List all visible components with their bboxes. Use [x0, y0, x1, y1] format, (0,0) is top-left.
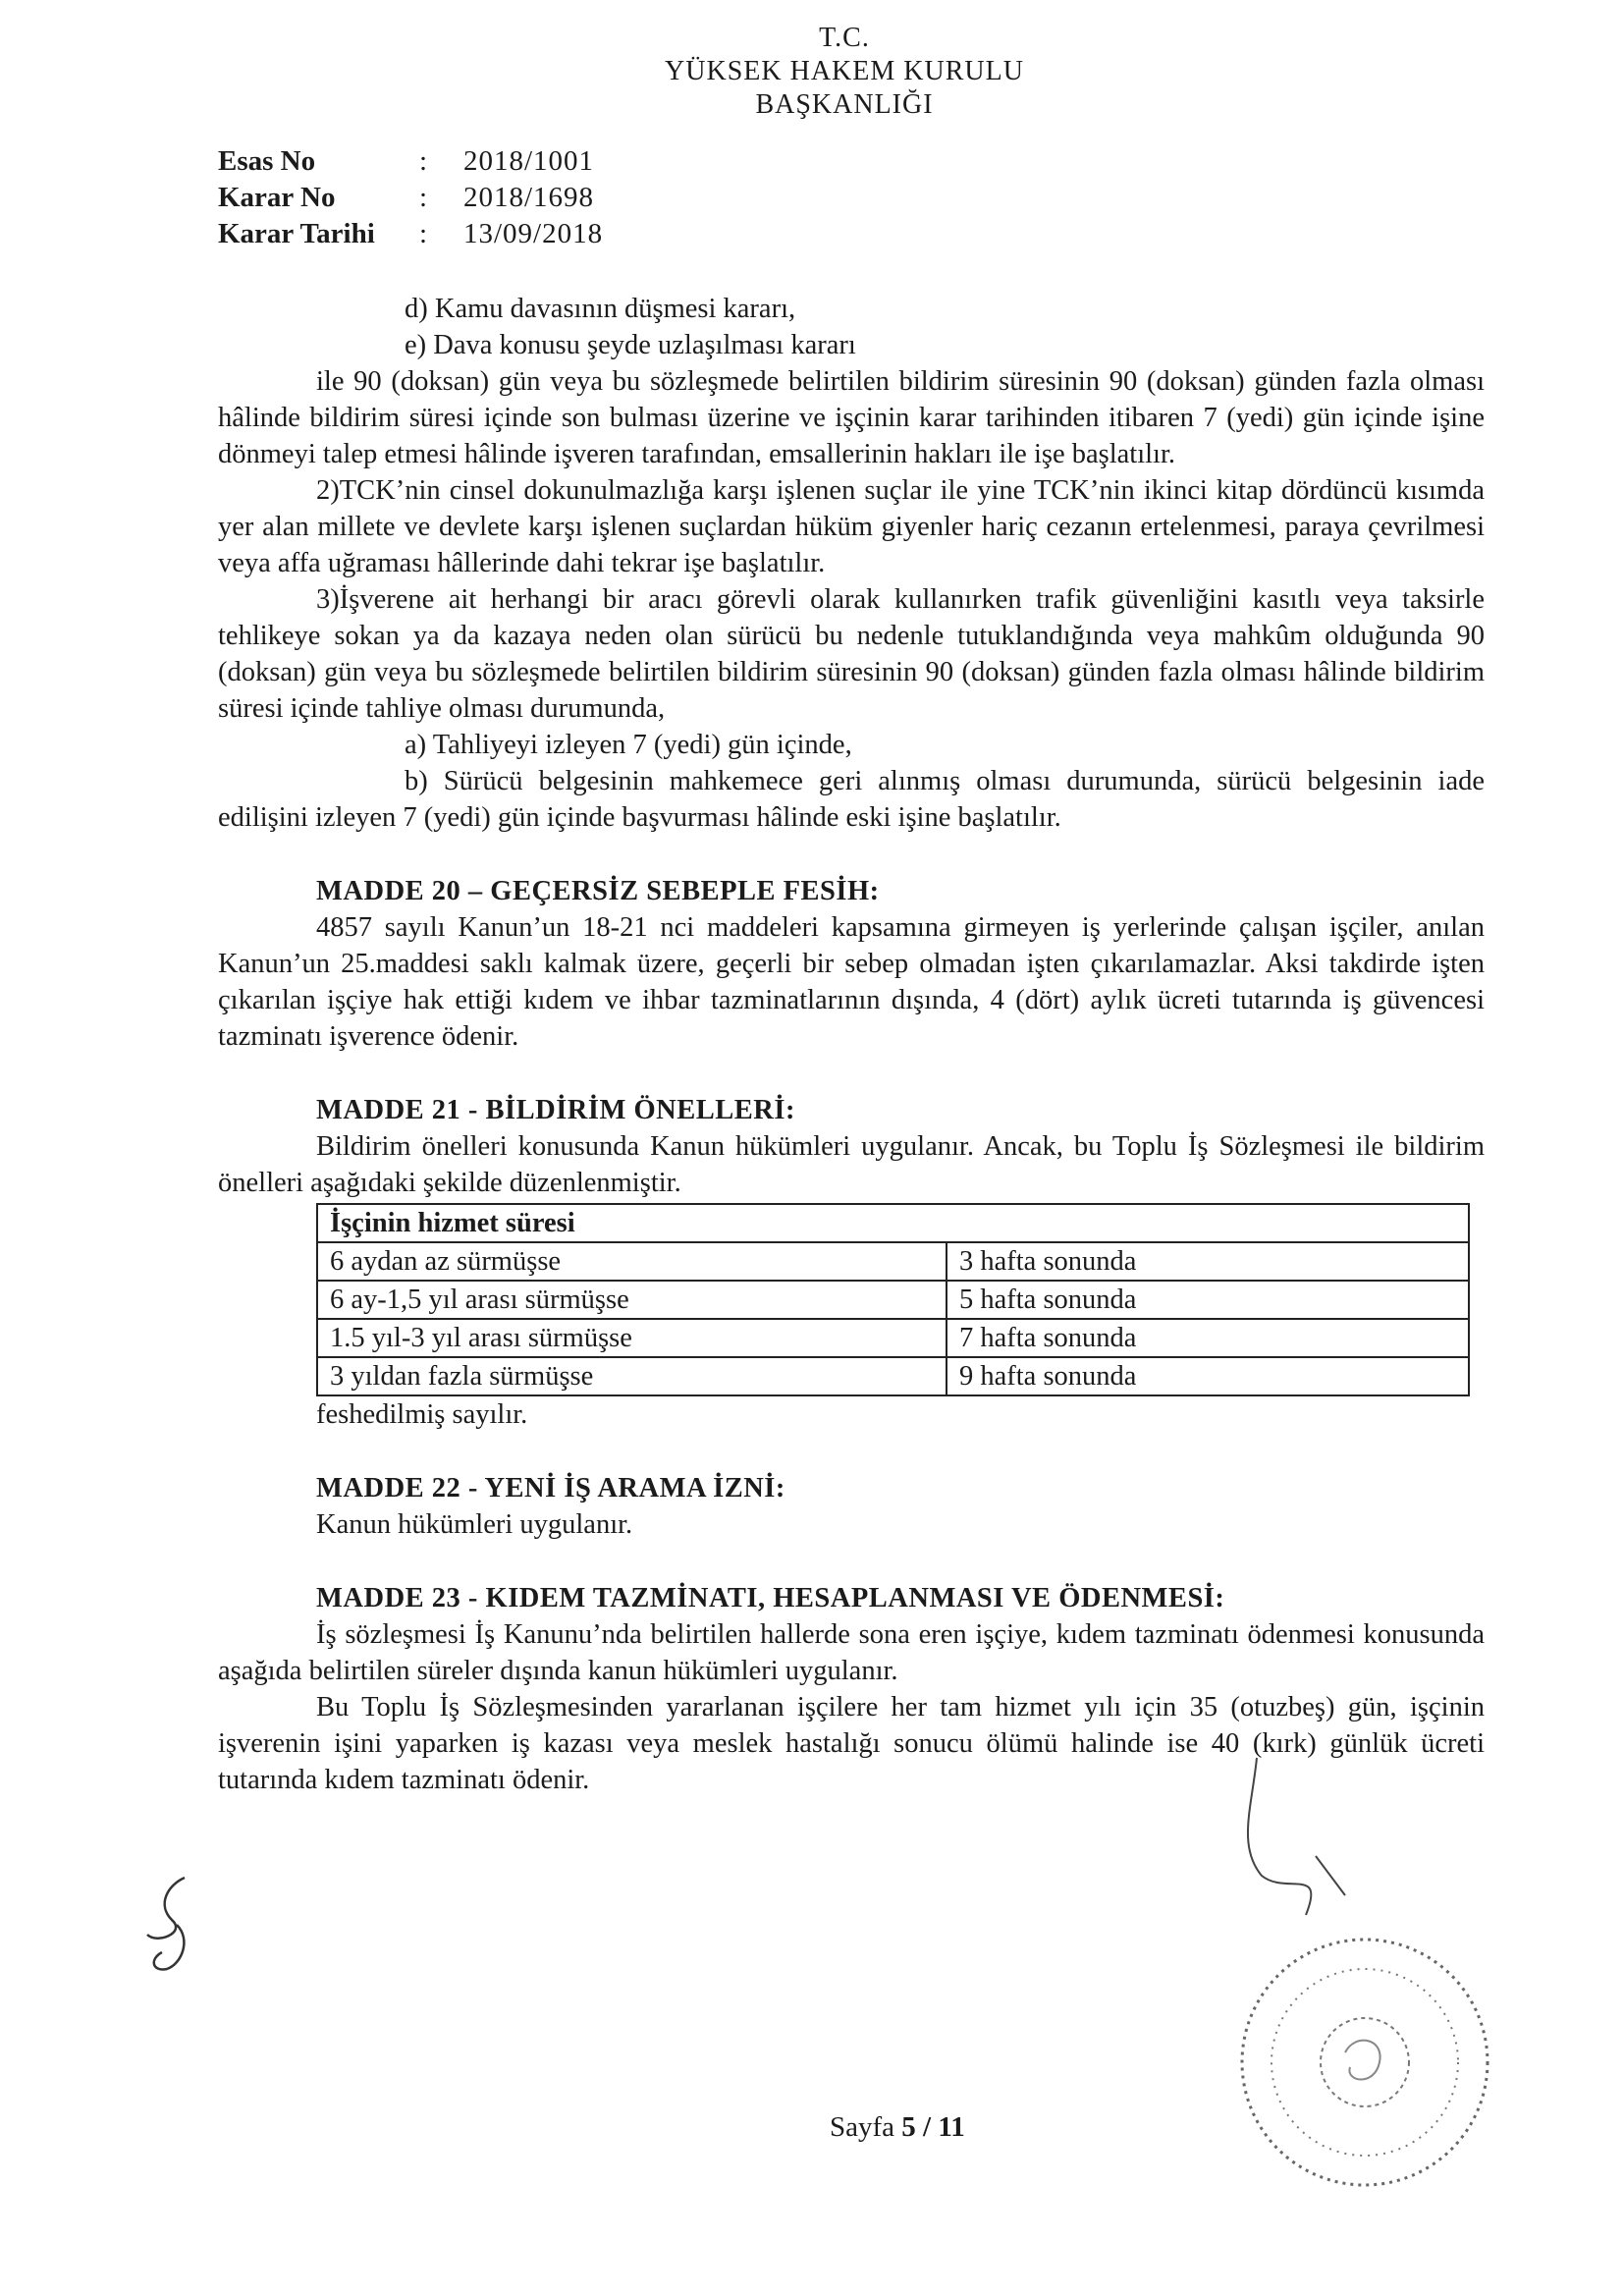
header-department: BAŞKANLIĞI: [755, 89, 934, 120]
meta-label: Karar Tarihi: [218, 218, 375, 249]
paragraph-3: 3)İşverene ait herhangi bir aracı görevli olarak kullanırken trafik güvenliğini kasıtlı veya taksirle tehlikeye sokan ya da kazaya neden olan sürücü bu nedenle tutuklandığında veya mahkûm olduğunda 90 (doksan) gün veya bu sözleşmede belirtilen bildirim süresinin 90 (doksan) günden fazla olması hâlinde bildirim süresi içinde tahliye olması durumunda,: [218, 584, 1485, 724]
article-23-paragraph-2: Bu Toplu İş Sözleşmesinden yararlanan işçilere her tam hizmet yılı için 35 (otuzbeş) gün, işçinin işverenin işini yaparken iş kazası veya meslek hastalığı sonucu ölümü halinde ise 40 (kırk) günlük ücreti tutarında kıdem tazminatı ödenir.: [218, 1692, 1485, 1795]
list-item-a: a) Tahliyeyi izleyen 7 (yedi) gün içinde,: [405, 730, 852, 760]
table-header-cell: İşçinin hizmet süresi: [317, 1204, 1469, 1242]
table-cell-duration: 1.5 yıl-3 yıl arası sürmüşse: [317, 1319, 947, 1357]
header-institution: YÜKSEK HAKEM KURULU: [665, 56, 1024, 86]
header-country: T.C.: [819, 23, 870, 53]
table-row: [317, 1357, 1469, 1395]
notice-period-table: [316, 1203, 1470, 1396]
table-row: [317, 1319, 1469, 1357]
article-21-text: Bildirim önelleri konusunda Kanun hükümleri uygulanır. Ancak, bu Toplu İş Sözleşmesi ile bildirim önelleri aşağıdaki şekilde düzenlenmiştir.: [218, 1131, 1485, 1198]
paragraph-1: ile 90 (doksan) gün veya bu sözleşmede belirtilen bildirim süresinin 90 (doksan) günden fazla olması hâlinde bildirim süresi içinde son bulması üzerine ve işçinin karar tarihinden itibaren 7 (yedi) gün içinde işine dönmeyi talep etmesi hâlinde işveren tarafından, emsallerinin hakları ile işe başlatılır.: [218, 366, 1485, 469]
official-seal-icon: [1227, 1925, 1502, 2200]
list-item-b: b) Sürücü belgesinin mahkemece geri alınmış olması durumunda, sürücü belgesinin iade edilişini izleyen 7 (yedi) gün içinde başvurması hâlinde eski işine başlatılır.: [218, 766, 1485, 833]
document-body: [218, 291, 1485, 1798]
meta-label: Esas No: [218, 145, 316, 177]
meta-separator: :: [419, 182, 428, 213]
page-label: Sayfa: [830, 2111, 902, 2143]
case-meta: [218, 143, 603, 252]
after-table-text: feshedilmiş sayılır.: [316, 1399, 528, 1430]
meta-row-esas: [218, 143, 603, 180]
article-20-title: MADDE 20 – GEÇERSİZ SEBEPLE FESİH:: [316, 876, 880, 906]
table-cell-duration: 6 ay-1,5 yıl arası sürmüşse: [317, 1281, 947, 1319]
table-cell-duration: 3 yıldan fazla sürmüşse: [317, 1357, 947, 1395]
meta-value: 13/09/2018: [463, 218, 604, 249]
page-number: 5 / 11: [901, 2111, 965, 2143]
table-row: [317, 1281, 1469, 1319]
handwritten-initial-icon: [137, 1866, 216, 1984]
table-cell-notice: 9 hafta sonunda: [947, 1357, 1469, 1395]
table-cell-duration: 6 aydan az sürmüşse: [317, 1242, 947, 1281]
article-20-text: 4857 sayılı Kanun’un 18-21 nci maddeleri kapsamına girmeyen iş yerlerinde çalışan işçiler, anılan Kanun’un 25.maddesi saklı kalmak üzere, geçerli bir sebep olmadan işten çıkarılamazlar. Aksi takdirde işten çıkarılan işçiye hak ettiği kıdem ve ihbar tazminatlarının dışında, 4 (dört) aylık ücreti tutarında iş güvencesi tazminatı işverence ödenir.: [218, 912, 1485, 1052]
meta-label: Karar No: [218, 182, 336, 213]
article-22-title: MADDE 22 - YENİ İŞ ARAMA İZNİ:: [316, 1473, 785, 1503]
article-22-text: Kanun hükümleri uygulanır.: [316, 1509, 633, 1540]
meta-value: 2018/1698: [463, 182, 595, 213]
table-row: [317, 1242, 1469, 1281]
list-item-e: e) Dava konusu şeyde uzlaşılması kararı: [405, 330, 856, 360]
list-item-d: d) Kamu davasının düşmesi kararı,: [405, 294, 796, 324]
page-footer: [830, 2111, 965, 2144]
paragraph-2: 2)TCK’nin cinsel dokunulmazlığa karşı işlenen suçlar ile yine TCK’nin ikinci kitap dördüncü kısımda yer alan millete ve devlete karşı işlenen suçlardan hüküm giyenler hariç cezanın ertelenmesi, paraya çevrilmesi veya affa uğraması hâllerinde dahi tekrar işe başlatılır.: [218, 475, 1485, 578]
article-23-title: MADDE 23 - KIDEM TAZMİNATI, HESAPLANMASI VE ÖDENMESİ:: [316, 1583, 1225, 1613]
meta-row-tarih: [218, 216, 603, 252]
table-cell-notice: 7 hafta sonunda: [947, 1319, 1469, 1357]
article-23-paragraph-1: İş sözleşmesi İş Kanunu’nda belirtilen hallerde sona eren işçiye, kıdem tazminatı ödenmesi konusunda aşağıda belirtilen süreler dışında kanun hükümleri uygulanır.: [218, 1619, 1485, 1686]
meta-separator: :: [419, 218, 428, 249]
meta-value: 2018/1001: [463, 145, 595, 177]
table-header-row: [317, 1204, 1469, 1242]
meta-separator: :: [419, 145, 428, 177]
meta-row-karar: [218, 180, 603, 216]
document-header: [550, 22, 1139, 122]
signature-scribble-icon: [1217, 1748, 1355, 1944]
article-21-title: MADDE 21 - BİLDİRİM ÖNELLERİ:: [316, 1095, 795, 1125]
table-cell-notice: 5 hafta sonunda: [947, 1281, 1469, 1319]
table-cell-notice: 3 hafta sonunda: [947, 1242, 1469, 1281]
